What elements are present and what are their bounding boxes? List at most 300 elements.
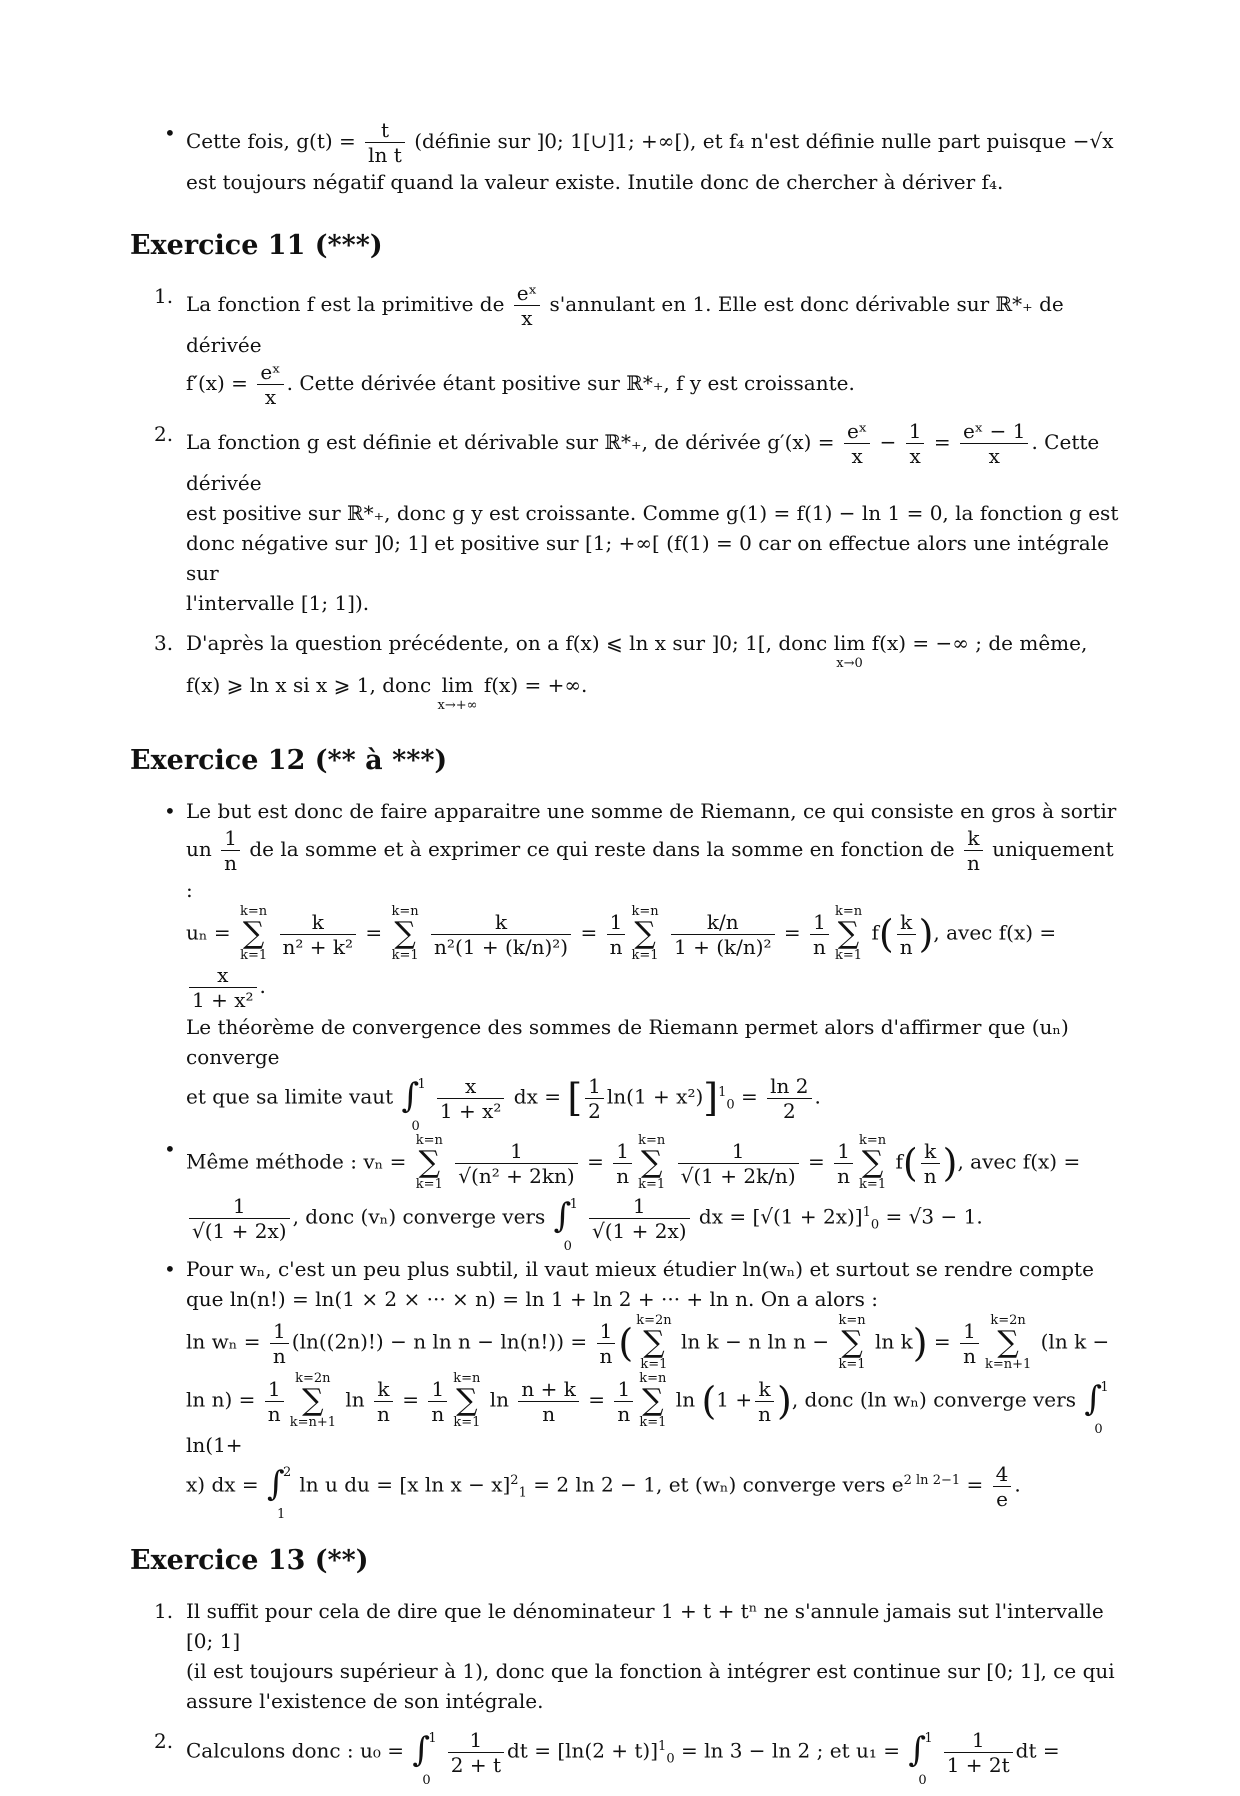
text: f′(x) = [186, 371, 248, 395]
text: Même méthode : vₙ = [186, 1149, 407, 1174]
frac-den: x [906, 443, 925, 468]
frac-den: x [844, 443, 870, 468]
text: La fonction g est définie et dérivable sur ℝ*₊, de dérivée g′(x) = [186, 430, 835, 454]
text-line: Le théorème de convergence des sommes de Riemann permet alors d'affirmer que (uₙ) converge [186, 1015, 1069, 1069]
int-upper: 1 [428, 1731, 437, 1746]
item-number: 1. [154, 1599, 174, 1623]
exponent: 2 ln 2−1 [903, 1472, 961, 1488]
sum-upper: k=n [391, 904, 419, 919]
sigma-icon: ∑ [643, 1325, 665, 1360]
sum-symbol [985, 1314, 1031, 1372]
text: s'annulant en 1. Elle est donc dérivable sur ℝ*₊ de dérivée [186, 292, 1064, 357]
fraction [221, 826, 240, 875]
frac-den: x [257, 384, 283, 409]
sum-upper: k=n [453, 1371, 481, 1386]
fraction [810, 910, 829, 959]
text-line: Le but est donc de faire apparaitre une somme de Riemann, ce qui consiste en gros à sortir [186, 799, 1117, 823]
fraction [374, 1377, 393, 1426]
fraction [189, 963, 257, 1012]
sum-symbol [639, 1372, 666, 1430]
text: . Cette dérivée étant positive sur ℝ*₊, f y est croissante. [286, 371, 855, 395]
frac-den: n [960, 1343, 979, 1368]
frac-num: k/n [706, 909, 739, 934]
ex13-item-1 [130, 1596, 1120, 1716]
frac-num: 1 [963, 1318, 976, 1343]
frac-num: eˣ [260, 360, 281, 384]
frac-num: 1 [616, 1138, 630, 1163]
frac-num: 1 [588, 1073, 601, 1098]
int-lower: 0 [918, 1773, 927, 1788]
limit [438, 670, 478, 712]
fraction [678, 1139, 799, 1188]
text: = 2 ln 2 − 1, et (wₙ) converge vers e [533, 1472, 904, 1497]
fraction [614, 1377, 633, 1426]
paren-icon: ) [918, 912, 934, 956]
int-lower: 0 [411, 1119, 420, 1134]
integral-symbol [410, 1726, 438, 1788]
sum-symbol [631, 905, 658, 963]
sum-symbol [838, 1314, 865, 1372]
frac-den: 1 + 2t [944, 1752, 1013, 1777]
text: , donc (vₙ) converge vers [292, 1204, 546, 1229]
bracket-upper: 2 [510, 1472, 519, 1488]
formula-line [186, 1726, 1120, 1788]
sigma-icon: ∑ [861, 1145, 884, 1180]
sum-lower: k=1 [640, 1357, 668, 1372]
text: ln u du = [x ln x − x] [299, 1472, 511, 1497]
text: 1 + [716, 1387, 753, 1412]
limit [834, 628, 866, 670]
text-line [186, 670, 1120, 712]
fraction [767, 1074, 811, 1123]
ex12-bullet-1 [130, 796, 1120, 1134]
text: ln(1+ [186, 1433, 243, 1457]
text: dt = [ln(2 + t)] [507, 1738, 659, 1763]
intro-line-2: est toujours négatif quand la valeur existe. Inutile donc de chercher à dériver f₄. [186, 170, 1004, 194]
sigma-icon: ∑ [997, 1325, 1019, 1360]
frac-den: 2 + t [448, 1752, 504, 1777]
lim-sub: x→+∞ [437, 698, 478, 713]
fraction [960, 419, 1029, 468]
sum-upper: k=2n [636, 1313, 672, 1328]
sum-symbol [416, 1134, 443, 1192]
sum-lower: k=1 [415, 1177, 443, 1192]
lim-sub: x→0 [836, 656, 863, 671]
frac-num: k [377, 1376, 390, 1401]
fraction [270, 1319, 289, 1368]
bracket-icon: [ [567, 1076, 583, 1120]
text: . Cette dérivée [186, 430, 1100, 495]
frac-den: n [897, 934, 916, 959]
bullet-icon: • [164, 121, 176, 145]
frac-den: n [834, 1163, 853, 1188]
text: uₙ = [186, 920, 231, 945]
frac-den: n [755, 1401, 774, 1426]
integral-icon: ∫ [908, 1730, 927, 1770]
frac-num: ln 2 [770, 1073, 809, 1098]
fraction [589, 1194, 690, 1243]
frac-den: n [270, 1343, 289, 1368]
text-line: est positive sur ℝ*₊, donc g y est croissante. Comme g(1) = f(1) − ln 1 = 0, la fonction g est [186, 501, 1119, 525]
sum-lower: k=1 [638, 1177, 666, 1192]
bracket-upper: 1 [862, 1204, 871, 1220]
frac-den: e [993, 1486, 1012, 1511]
text: D'après la question précédente, on a f(x) ⩽ ln x sur ]0; 1[, donc [186, 631, 828, 655]
text: . [1014, 1472, 1021, 1497]
sigma-icon: ∑ [634, 916, 656, 951]
frac-den: n [597, 1343, 616, 1368]
bracket-lower: 0 [726, 1097, 735, 1113]
text: ln k − n ln n − [681, 1329, 830, 1354]
ex11-item-1 [130, 281, 1120, 409]
fraction [585, 1074, 604, 1123]
text: uniquement : [186, 837, 1114, 902]
text-line: donc négative sur ]0; 1] et positive sur [1; +∞[ (f(1) = 0 car on effectue alors une intégrale sur [186, 531, 1109, 585]
text-line [186, 628, 1120, 670]
integral-symbol [400, 1072, 428, 1134]
fraction [906, 419, 925, 468]
frac-num: 1 [609, 909, 623, 934]
text-line [186, 419, 1120, 498]
fraction [897, 910, 916, 959]
frac-num: k [495, 909, 508, 934]
intro-prefix: Cette fois, g(t) = [186, 129, 356, 153]
frac-num: 1 [971, 1727, 985, 1752]
paren-icon: ( [618, 1321, 634, 1365]
paren-icon: ) [942, 1141, 958, 1185]
text-line: l'intervalle [1; 1]). [186, 591, 370, 615]
operator: − [879, 430, 897, 454]
frac-num: k [311, 909, 324, 934]
sum-lower: k=1 [834, 948, 863, 963]
frac-num: eˣ [846, 419, 868, 443]
frac-den: n [221, 850, 240, 875]
bullet-icon: • [164, 1137, 176, 1161]
sum-lower: k=n+1 [984, 1357, 1032, 1372]
frac-num: 1 [232, 1193, 246, 1218]
bracket-upper: 1 [718, 1084, 727, 1100]
text-line: que ln(n!) = ln(1 × 2 × ··· × n) = ln 1 + ln 2 + ··· + ln n. On a alors : [186, 1287, 878, 1311]
lim-label: lim [441, 673, 474, 697]
frac-num: x [465, 1073, 477, 1098]
sum-upper: k=n [859, 1133, 887, 1148]
frac-den: n [265, 1401, 284, 1426]
formula-line [186, 1192, 1120, 1254]
text-line: assure l'existence de son intégrale. [186, 1689, 544, 1713]
sum-upper: k=n [631, 904, 659, 919]
text-line: Pour wₙ, c'est un peu plus subtil, il vaut mieux étudier ln(wₙ) et surtout se rendre compte [186, 1257, 1094, 1281]
sigma-icon: ∑ [302, 1383, 324, 1418]
text: (ln((2n)!) − n ln n − ln(n!)) = [291, 1329, 588, 1354]
text: ln [489, 1387, 510, 1412]
frac-den: 1 + (k/n)² [671, 934, 775, 959]
integral-icon: ∫ [553, 1196, 572, 1236]
frac-num: 1 [510, 1138, 523, 1163]
text-line [186, 826, 1120, 905]
frac-num: 1 [599, 1318, 613, 1343]
int-upper: 1 [924, 1731, 933, 1746]
frac-den: ln t [365, 142, 405, 167]
text: ln(1 + x²) [606, 1084, 704, 1109]
bullet-icon: • [164, 1257, 176, 1281]
frac-den: n² + k² [280, 934, 357, 959]
frac-num: 1 [267, 1376, 281, 1401]
lim-label: lim [833, 631, 866, 655]
fraction [265, 1377, 284, 1426]
frac-den: n [607, 934, 626, 959]
int-lower: 0 [563, 1239, 572, 1254]
intro-line-1 [186, 118, 1120, 167]
frac-num: 1 [731, 1138, 745, 1163]
formula-line: Même méthode : vₙ = k=n ∑ k=1 $\frac{1}{\text{√(n² + 2kn)}}$ = $\frac{1}{n}$ k=n ∑ k=1 $\frac{1}{√(1 + 2k/n)}$ = $\frac{1}{n}$ k=n ∑ k=1 f( $\frac{k}{n}$ ), avec f(x) = [186, 1133, 1081, 1192]
sum-lower: k=1 [391, 948, 419, 963]
text: f(x) = −∞ ; de même, [871, 631, 1088, 655]
integral-symbol [906, 1726, 934, 1788]
fraction [613, 1139, 632, 1188]
sum-symbol [859, 1134, 886, 1192]
ex12-bullet-3 [130, 1254, 1120, 1522]
fraction [944, 1728, 1013, 1777]
sum-symbol [835, 905, 862, 963]
sum-upper: k=n [415, 1133, 443, 1148]
integral-icon: ∫ [412, 1730, 431, 1770]
frac-den: n [518, 1401, 578, 1426]
fraction [514, 281, 540, 330]
text-line: (il est toujours supérieur à 1), donc que la fonction à intégrer est continue sur [0; 1], ce qui [186, 1659, 1115, 1683]
frac-num: k [900, 909, 913, 934]
paren-icon: ( [878, 912, 894, 956]
text-line: Il suffit pour cela de dire que le dénominateur 1 + t + tⁿ ne s'annule jamais sut l'intervalle [0; 1] [186, 1599, 1104, 1653]
text: = √3 − 1. [885, 1204, 983, 1229]
fraction [671, 910, 775, 959]
sigma-icon: ∑ [837, 916, 860, 951]
frac-num: 1 [224, 826, 237, 850]
frac-num: k [924, 1138, 937, 1163]
text: ln wₙ = [186, 1329, 261, 1354]
sum-lower: k=1 [240, 948, 268, 963]
sum-symbol [636, 1314, 671, 1372]
intro-bullet [130, 118, 1120, 197]
paren-icon: ( [701, 1379, 717, 1423]
frac-num: 4 [995, 1461, 1009, 1486]
frac-den: x [514, 305, 540, 330]
sum-lower: k=1 [453, 1415, 481, 1430]
frac-den: n [614, 1401, 633, 1426]
sum-upper: k=2n [295, 1371, 331, 1386]
frac-den: n [921, 1163, 940, 1188]
sum-upper: k=n [639, 1371, 667, 1386]
text: , avec f(x) = [933, 920, 1057, 945]
ex11-item-3 [130, 628, 1120, 712]
frac-den: 1 + x² [437, 1098, 505, 1123]
frac-num: 1 [617, 1376, 631, 1401]
frac-num: eˣ − 1 [962, 419, 1026, 443]
frac-num: t [380, 118, 390, 142]
sum-symbol [240, 905, 267, 963]
sigma-icon: ∑ [394, 916, 416, 951]
text: = [966, 1472, 984, 1497]
integral-icon: ∫ [267, 1464, 285, 1504]
frac-den: √(1 + 2x) [189, 1218, 290, 1243]
frac-num: 1 [272, 1318, 286, 1343]
frac-den: x [960, 443, 1029, 468]
integral-symbol [265, 1460, 293, 1522]
paren-icon: ( [902, 1141, 918, 1185]
intro-text1: (définie sur ]0; 1[∪]1; +∞[), et f₄ n'est définie nulle part puisque −√x [414, 129, 1114, 153]
text: ln [345, 1387, 365, 1412]
fraction [455, 1139, 577, 1188]
fraction [428, 1377, 447, 1426]
frac-num: eˣ [516, 281, 538, 305]
text: = ln 3 − ln 2 ; et u₁ = [680, 1738, 900, 1763]
int-upper: 1 [569, 1197, 578, 1212]
formula-line: et que sa limite vaut ∫ 1 0 $\frac{x}{\text{1 + x²}}$ dx = [ $\frac{1}{2}$ ln(1 + x²)]$^1_0$ = $\frac{\ln 2}{2}$ . [186, 1072, 1120, 1124]
integral-symbol [552, 1192, 580, 1254]
frac-den: n [613, 1163, 632, 1188]
frac-den: n [428, 1401, 447, 1426]
text: f(x) ⩾ ln x si x ⩾ 1, donc [186, 673, 432, 697]
text: (ln k − [1040, 1329, 1110, 1354]
frac-den: 1 + x² [189, 987, 257, 1012]
text: , avec f(x) = [957, 1149, 1081, 1174]
sum-lower: k=1 [639, 1415, 667, 1430]
formula-line [186, 1460, 1120, 1522]
frac-num: 1 [632, 1193, 646, 1218]
integral-icon: ∫ [1084, 1379, 1103, 1419]
frac-num: 1 [469, 1727, 483, 1752]
integral-symbol [1082, 1375, 1110, 1437]
integral-icon: ∫ [401, 1076, 420, 1116]
sum-upper: k=n [834, 904, 863, 919]
frac-num: n + k [521, 1376, 576, 1401]
paren-icon: ) [777, 1379, 792, 1423]
text-line [186, 281, 1120, 360]
sigma-icon: ∑ [841, 1325, 863, 1360]
fraction [189, 1194, 290, 1243]
int-lower: 0 [422, 1773, 431, 1788]
fraction [431, 910, 571, 959]
frac-num: 1 [837, 1138, 850, 1163]
frac-num: 1 [431, 1376, 445, 1401]
formula-line: uₙ = k=n ∑ k=1 $\frac{k}{\text{n² + k²}}$ = k=n ∑ k=1 $\frac{k}{\text{n²(1 + (k/n)²)}}$ = $\frac{1}{n}$ k=n ∑ k=1 $\frac{k/n}{\text{1 + (k/n)²}}$ = $\frac{1}{n}$ k=n ∑ k=1 f( $\frac{k}{n}$ ), avec f(x) = $\frac{x}{\text{1 + x²}}$ . [186, 904, 1057, 1012]
int-upper: 1 [417, 1077, 426, 1092]
operator: = [933, 430, 951, 454]
sigma-icon: ∑ [642, 1383, 664, 1418]
frac-num: k [758, 1376, 771, 1401]
frac-den: n²(1 + (k/n)²) [431, 934, 571, 959]
text: ln k [874, 1329, 913, 1354]
sum-symbol [290, 1372, 336, 1430]
ex11-item-2 [130, 419, 1120, 618]
fraction [960, 1319, 979, 1368]
item-number: 1. [154, 284, 174, 308]
frac-num: 1 [813, 909, 826, 934]
sum-symbol [638, 1134, 665, 1192]
frac-den: √(1 + 2k/n) [678, 1163, 799, 1188]
frac-num: 1 [908, 419, 922, 443]
text: ln n) = [186, 1387, 256, 1412]
sum-lower: k=1 [631, 948, 659, 963]
exercise-13-title: Exercice 13 (**) [130, 1545, 369, 1576]
fraction [607, 910, 626, 959]
bullet-icon: • [164, 799, 176, 823]
bracket-lower: 1 [518, 1485, 527, 1501]
exercise-12-title: Exercice 12 (** à ***) [130, 745, 448, 776]
text: La fonction f est la primitive de [186, 292, 505, 316]
text: f [871, 920, 879, 945]
int-upper: 1 [1100, 1380, 1109, 1395]
sum-lower: k=1 [859, 1177, 887, 1192]
sum-symbol [453, 1372, 480, 1430]
frac-den: 2 [585, 1098, 604, 1123]
item-number: 2. [154, 1729, 174, 1753]
item-number: 2. [154, 422, 174, 446]
int-lower: 1 [277, 1507, 286, 1522]
text: dx = [√(1 + 2x)] [698, 1204, 863, 1229]
text: et que sa limite vaut [186, 1084, 394, 1109]
sigma-icon: ∑ [418, 1145, 441, 1180]
document-page [130, 118, 1120, 1788]
sum-upper: k=2n [990, 1313, 1026, 1328]
text: dt = [1015, 1738, 1060, 1763]
fraction [921, 1139, 940, 1188]
fraction [437, 1074, 505, 1123]
fraction [448, 1728, 504, 1777]
frac-den: n [964, 850, 983, 875]
text: un [186, 837, 212, 861]
formula-line: ln n) = $\frac{1}{n}$ k=2n ∑ k=n+1 ln $\frac{k}{n}$ = $\frac{1}{n}$ k=n ∑ k=1 ln $\frac{n + k}{n}$ = $\frac{1}{n}$ k=n ∑ k=1 ln (1 + $\frac{k}{n}$ ), donc (ln wₙ) converge vers ∫ 1 0 ln(1+ [186, 1371, 1109, 1457]
fraction [257, 360, 283, 409]
frac-den: n [374, 1401, 393, 1426]
bracket-upper: 1 [658, 1738, 667, 1754]
item-number: 3. [154, 631, 174, 655]
fraction [834, 1139, 853, 1188]
frac-den: n [810, 934, 829, 959]
ex12-bullet-2 [130, 1133, 1120, 1254]
int-upper: 2 [283, 1465, 292, 1480]
exercise-11-title: Exercice 11 (***) [130, 230, 383, 261]
fraction [755, 1377, 774, 1426]
bracket-lower: 0 [870, 1217, 880, 1233]
frac-num: k [967, 826, 980, 850]
text: f(x) = +∞. [483, 673, 588, 697]
sigma-icon: ∑ [640, 1145, 663, 1180]
sigma-icon: ∑ [242, 916, 265, 951]
text: ln [675, 1387, 696, 1412]
text: Calculons donc : u₀ = [186, 1738, 405, 1763]
formula-line: ln wₙ = $\frac{1}{n}$ (ln((2n)!) − n ln n − ln(n!)) = $\frac{1}{n}$ ( k=2n ∑ k=1 ln k − n ln n − k=n ∑ k=1 ln k) = $\frac{1}{n}$ k=2n ∑ k=n+1 (ln k − [186, 1313, 1110, 1372]
text: dx = [513, 1084, 561, 1109]
sum-lower: k=n+1 [289, 1415, 336, 1430]
bracket-lower: 0 [666, 1751, 675, 1767]
fraction [993, 1462, 1012, 1511]
fraction [365, 118, 405, 167]
fraction [844, 419, 870, 468]
ex13-item-2 [130, 1726, 1120, 1788]
paren-icon: ) [912, 1321, 928, 1365]
fraction [597, 1319, 616, 1368]
text: de la somme et à exprimer ce qui reste dans la somme en fonction de [249, 837, 955, 861]
sum-upper: k=n [638, 1133, 666, 1148]
frac-den: √(n² + 2kn) [455, 1163, 577, 1188]
frac-den: 2 [767, 1098, 811, 1123]
text: x) dx = [186, 1472, 259, 1497]
text: , donc (ln wₙ) converge vers [791, 1387, 1076, 1412]
bracket-icon: ] [703, 1076, 719, 1120]
frac-num: x [217, 963, 229, 987]
fraction [964, 826, 983, 875]
fraction [280, 910, 357, 959]
